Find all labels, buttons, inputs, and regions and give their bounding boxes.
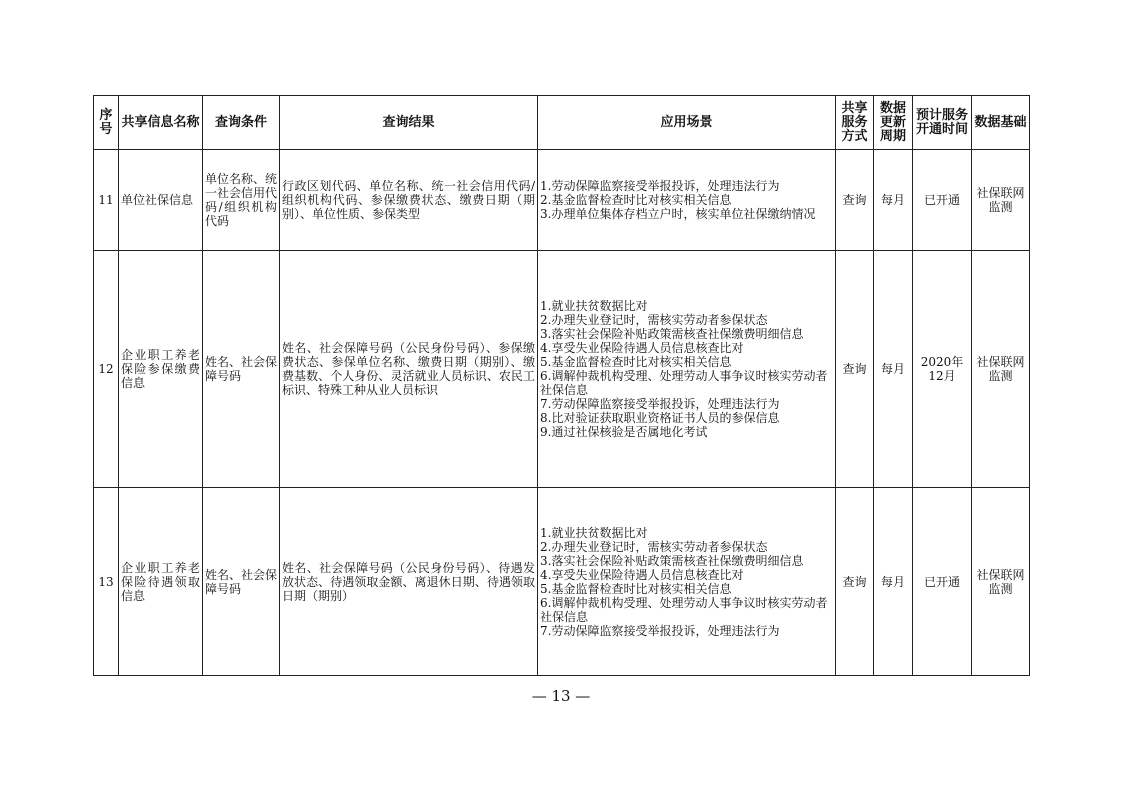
cell-basis: 社保联网监测: [972, 488, 1030, 676]
header-name: 共享信息名称: [119, 96, 203, 150]
header-basis: 数据基础: [972, 96, 1030, 150]
cell-result: 姓名、社会保障号码（公民身份号码）、参保缴费状态、参保单位名称、缴费日期（期别）、缴费基数、个人身份、灵活就业人员标识、农民工标识、特殊工种从业人员标识: [280, 251, 538, 488]
scenario-item: 4.享受失业保险待遇人员信息核查比对: [540, 567, 744, 582]
cell-condition: 单位名称、统一社会信用代码/组织机构代码: [203, 150, 280, 251]
scenario-item: 7.劳动保障监察接受举报投诉，处理违法行为: [540, 623, 780, 638]
scenario-item: 6.调解仲裁机构受理、处理劳动人事争议时核实劳动者社保信息: [540, 369, 828, 397]
cell-scenarios: [538, 251, 836, 488]
cell-cycle: 每月: [874, 488, 913, 676]
cell-mode: 查询: [836, 150, 874, 251]
header-no: 序号: [94, 96, 119, 150]
table-row: [94, 251, 1030, 488]
cell-condition: 姓名、社会保障号码: [203, 251, 280, 488]
cell-no: 11: [94, 150, 119, 251]
cell-scenarios: [538, 150, 836, 251]
scenario-item: 1.就业扶贫数据比对: [540, 299, 648, 313]
cell-cycle: 每月: [874, 251, 913, 488]
scenario-item: 2.基金监督检查时比对核实相关信息: [540, 193, 732, 207]
cell-basis: 社保联网监测: [972, 251, 1030, 488]
scenario-item: 2.办理失业登记时，需核实劳动者参保状态: [540, 539, 768, 554]
table-row: [94, 150, 1030, 251]
table-row: [94, 488, 1030, 676]
header-mode: 共享服务方式: [836, 96, 874, 150]
scenario-item: 8.比对验证获取职业资格证书人员的参保信息: [540, 411, 780, 425]
cell-name: 企业职工养老保险待遇领取信息: [119, 488, 203, 676]
scenario-item: 2.办理失业登记时，需核实劳动者参保状态: [540, 313, 768, 327]
scenario-item: 7.劳动保障监察接受举报投诉，处理违法行为: [540, 397, 780, 411]
scenario-item: 3.落实社会保险补贴政策需核查社保缴费明细信息: [540, 553, 804, 568]
header-scenario: 应用场景: [538, 96, 836, 150]
scenario-item: 1.就业扶贫数据比对: [540, 525, 648, 540]
header-row: [94, 96, 1030, 150]
scenario-item: 6.调解仲裁机构受理、处理劳动人事争议时核实劳动者社保信息: [540, 595, 828, 624]
cell-mode: 查询: [836, 488, 874, 676]
cell-name: 单位社保信息: [119, 150, 203, 251]
scenario-item: 1.劳动保障监察接受举报投诉，处理违法行为: [540, 179, 780, 193]
scenario-item: 5.基金监督检查时比对核实相关信息: [540, 581, 732, 596]
cell-no: 13: [94, 488, 119, 676]
cell-open-time: 已开通: [913, 488, 972, 676]
cell-mode: 查询: [836, 251, 874, 488]
scenario-item: 9.通过社保核验是否属地化考试: [540, 425, 708, 439]
header-cycle: 数据更新周期: [874, 96, 913, 150]
cell-name: 企业职工养老保险参保缴费信息: [119, 251, 203, 488]
cell-no: 12: [94, 251, 119, 488]
cell-basis: 社保联网监测: [972, 150, 1030, 251]
cell-result: 姓名、社会保障号码（公民身份号码）、待遇发放状态、待遇领取金额、离退休日期、待遇领取日期（期别）: [280, 488, 538, 676]
page-number: — 13 —: [531, 687, 591, 705]
scenario-item: 3.办理单位集体存档立户时，核实单位社保缴纳情况: [540, 207, 816, 221]
header-condition: 查询条件: [203, 96, 280, 150]
data-sharing-table: [93, 95, 1030, 676]
scenario-item: 4.享受失业保险待遇人员信息核查比对: [540, 341, 744, 355]
cell-scenarios: [538, 488, 836, 676]
cell-open-time: 2020年12月: [913, 251, 972, 488]
header-open-time: 预计服务开通时间: [913, 96, 972, 150]
cell-result: 行政区划代码、单位名称、统一社会信用代码/组织机构代码、参保缴费状态、缴费日期（期别）、单位性质、参保类型: [280, 150, 538, 251]
header-result: 查询结果: [280, 96, 538, 150]
cell-open-time: 已开通: [913, 150, 972, 251]
scenario-item: 5.基金监督检查时比对核实相关信息: [540, 355, 732, 369]
scenario-item: 3.落实社会保险补贴政策需核查社保缴费明细信息: [540, 327, 804, 341]
cell-cycle: 每月: [874, 150, 913, 251]
cell-condition: 姓名、社会保障号码: [203, 488, 280, 676]
